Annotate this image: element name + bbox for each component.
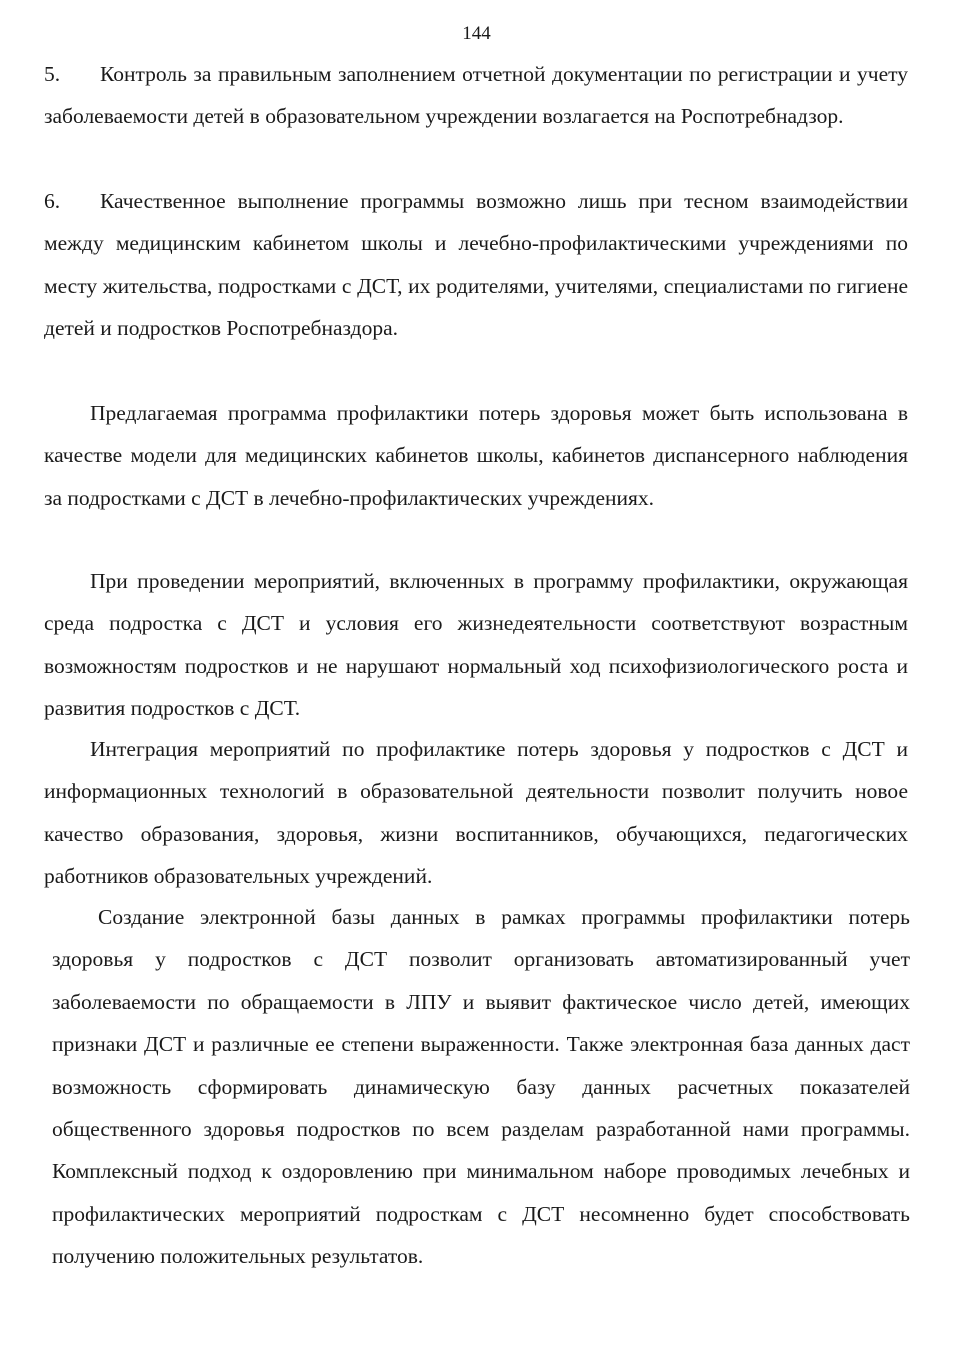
list-item-text: Контроль за правильным заполнением отчетной документации по регистрации и учету заболеваемости детей в образовательном учреждении возлагается на Роспотребнадзор. [44,62,908,129]
list-item-text: Качественное выполнение программы возможно лишь при тесном взаимодействии между медицинским кабинетом школы и лечебно-профилактическими учреждениями по месту жительства, подростками с ДСТ, их родителями, учителями, специалистами по гигиене детей и подростков Роспотребназдора. [44,189,908,341]
list-item-number: 6. [44,189,61,213]
list-item-6 [44,180,908,350]
list-item-number: 5. [44,62,61,86]
page-number: 144 [462,23,491,44]
paragraph-integration: Интеграция мероприятий по профилактике потерь здоровья у подростков с ДСТ и информационных технологий в образовательной деятельности позволит получить новое качество образования, здоровья, жизни воспитанников, обучающихся, педагогических работников образовательных учреждений. [44,737,908,889]
list-item-5 [44,53,908,138]
paragraph-program-model: Предлагаемая программа профилактики потерь здоровья может быть использована в качестве модели для медицинских кабинетов школы, кабинетов диспансерного наблюдения за подростками с ДСТ в лечебно-профилактических учреждениях. [44,401,908,510]
paragraph-environment: При проведении мероприятий, включенных в программу профилактики, окружающая среда подростка с ДСТ и условия его жизнедеятельности соответствуют возрастным возможностям подростков и не нарушают нормальный ход психофизиологического роста и развития подростков с ДСТ. [44,569,908,721]
paragraph-database: Создание электронной базы данных в рамках программы профилактики потерь здоровья у подростков с ДСТ позволит организовать автоматизированный учет заболеваемости по обращаемости в ЛПУ и выявит фактическое число детей, имеющих признаки ДСТ и различные ее степени выраженности. Также электронная база данных даст возможность сформировать динамическую базу данных расчетных показателей общественного здоровья подростков по всем разделам разработанной нами программы. Комплексный подход к оздоровлению при минимальном наборе проводимых лечебных и профилактических мероприятий подросткам с ДСТ несомненно будет способствовать получению положительных результатов. [52,905,910,1269]
